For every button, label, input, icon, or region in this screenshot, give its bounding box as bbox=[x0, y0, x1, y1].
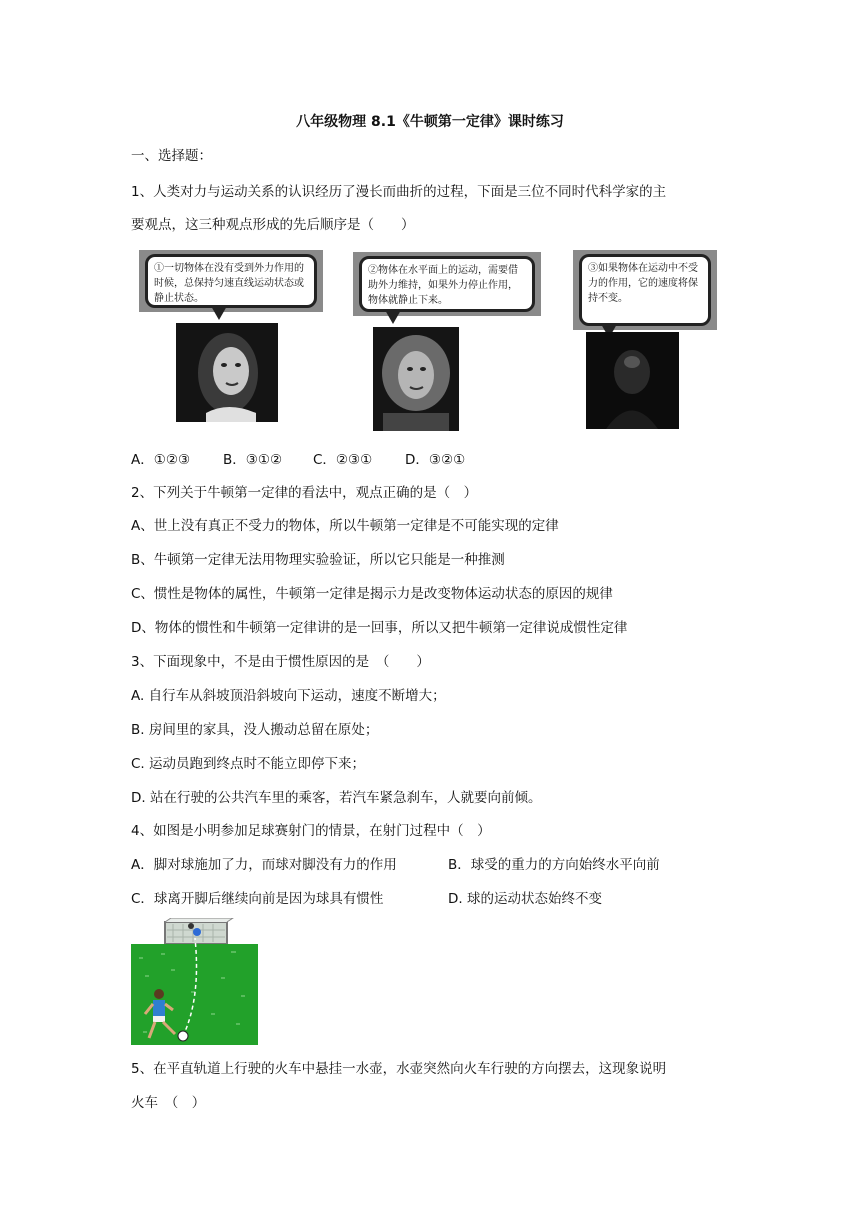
q1-option-a: A．①②③ bbox=[131, 452, 191, 468]
q3-option-d: D. 站在行驶的公共汽车里的乘客，若汽车紧急刹车，人就要向前倾。 bbox=[131, 790, 542, 806]
q5-stem-line2: 火车 （ ） bbox=[131, 1095, 206, 1111]
q4-options-row1 bbox=[131, 856, 660, 874]
q3-stem: 3、下面现象中，不是由于惯性原因的是 （ ） bbox=[131, 654, 430, 670]
q3-option-c: C. 运动员跑到终点时不能立即停下来； bbox=[131, 756, 366, 772]
q2-stem: 2、下列关于牛顿第一定律的看法中，观点正确的是（ ） bbox=[131, 485, 478, 501]
q4-option-d: D. 球的运动状态始终不变 bbox=[448, 891, 602, 907]
q3-option-a: A. 自行车从斜坡顶沿斜坡向下运动，速度不断增大； bbox=[131, 688, 446, 704]
q4-option-c: C．球离开脚后继续向前是因为球具有惯性 bbox=[131, 891, 384, 907]
soccer-shot-figure bbox=[131, 918, 258, 1045]
q1-option-d: D．③②① bbox=[405, 452, 466, 468]
section-heading: 一、选择题： bbox=[131, 148, 212, 164]
page-title: 八年级物理 8.1《牛顿第一定律》课时练习 bbox=[296, 114, 564, 130]
q4-stem: 4、如图是小明参加足球赛射门的情景，在射门过程中（ ） bbox=[131, 823, 491, 839]
bubble-tail-1 bbox=[211, 306, 227, 320]
q1-scientists-figure bbox=[131, 246, 721, 436]
q2-option-b: B、牛顿第一定律无法用物理实验验证，所以它只能是一种推测 bbox=[131, 552, 505, 568]
q2-option-a: A、世上没有真正不受力的物体，所以牛顿第一定律是不可能实现的定律 bbox=[131, 518, 559, 534]
q2-option-c: C、惯性是物体的属性，牛顿第一定律是揭示力是改变物体运动状态的原因的规律 bbox=[131, 586, 613, 602]
speech-bubble-1: ①一切物体在没有受到外力作用的时候，总保持匀速直线运动状态或静止状态。 bbox=[145, 254, 317, 308]
q1-stem-line2: 要观点，这三种观点形成的先后顺序是（ ） bbox=[131, 217, 415, 233]
q1-options bbox=[131, 451, 465, 469]
scientist-portrait-3 bbox=[586, 332, 679, 429]
speech-bubble-3: ③如果物体在运动中不受力的作用，它的速度将保持不变。 bbox=[579, 254, 711, 326]
scientist-portrait-1 bbox=[176, 323, 278, 422]
q4-option-b: B．球受的重力的方向始终水平向前 bbox=[448, 857, 660, 873]
q4-option-a: A．脚对球施加了力，而球对脚没有力的作用 bbox=[131, 857, 397, 873]
q1-option-c: C．②③① bbox=[313, 452, 373, 468]
q1-stem-line1: 1、人类对力与运动关系的认识经历了漫长而曲折的过程，下面是三位不同时代科学家的主 bbox=[131, 184, 667, 200]
q5-stem-line1: 5、在平直轨道上行驶的火车中悬挂一水壶，水壶突然向火车行驶的方向摆去，这现象说明 bbox=[131, 1061, 667, 1077]
q2-option-d: D、物体的惯性和牛顿第一定律讲的是一回事，所以又把牛顿第一定律说成惯性定律 bbox=[131, 620, 628, 636]
bubble-tail-2 bbox=[385, 310, 401, 324]
q4-options-row2 bbox=[131, 890, 602, 908]
speech-bubble-2: ②物体在水平面上的运动，需要借助外力维持，如果外力停止作用，物体就静止下来。 bbox=[359, 256, 535, 312]
q3-option-b: B. 房间里的家具，没人搬动总留在原处； bbox=[131, 722, 379, 738]
q1-option-b: B．③①② bbox=[223, 452, 283, 468]
scientist-portrait-2 bbox=[373, 327, 459, 431]
